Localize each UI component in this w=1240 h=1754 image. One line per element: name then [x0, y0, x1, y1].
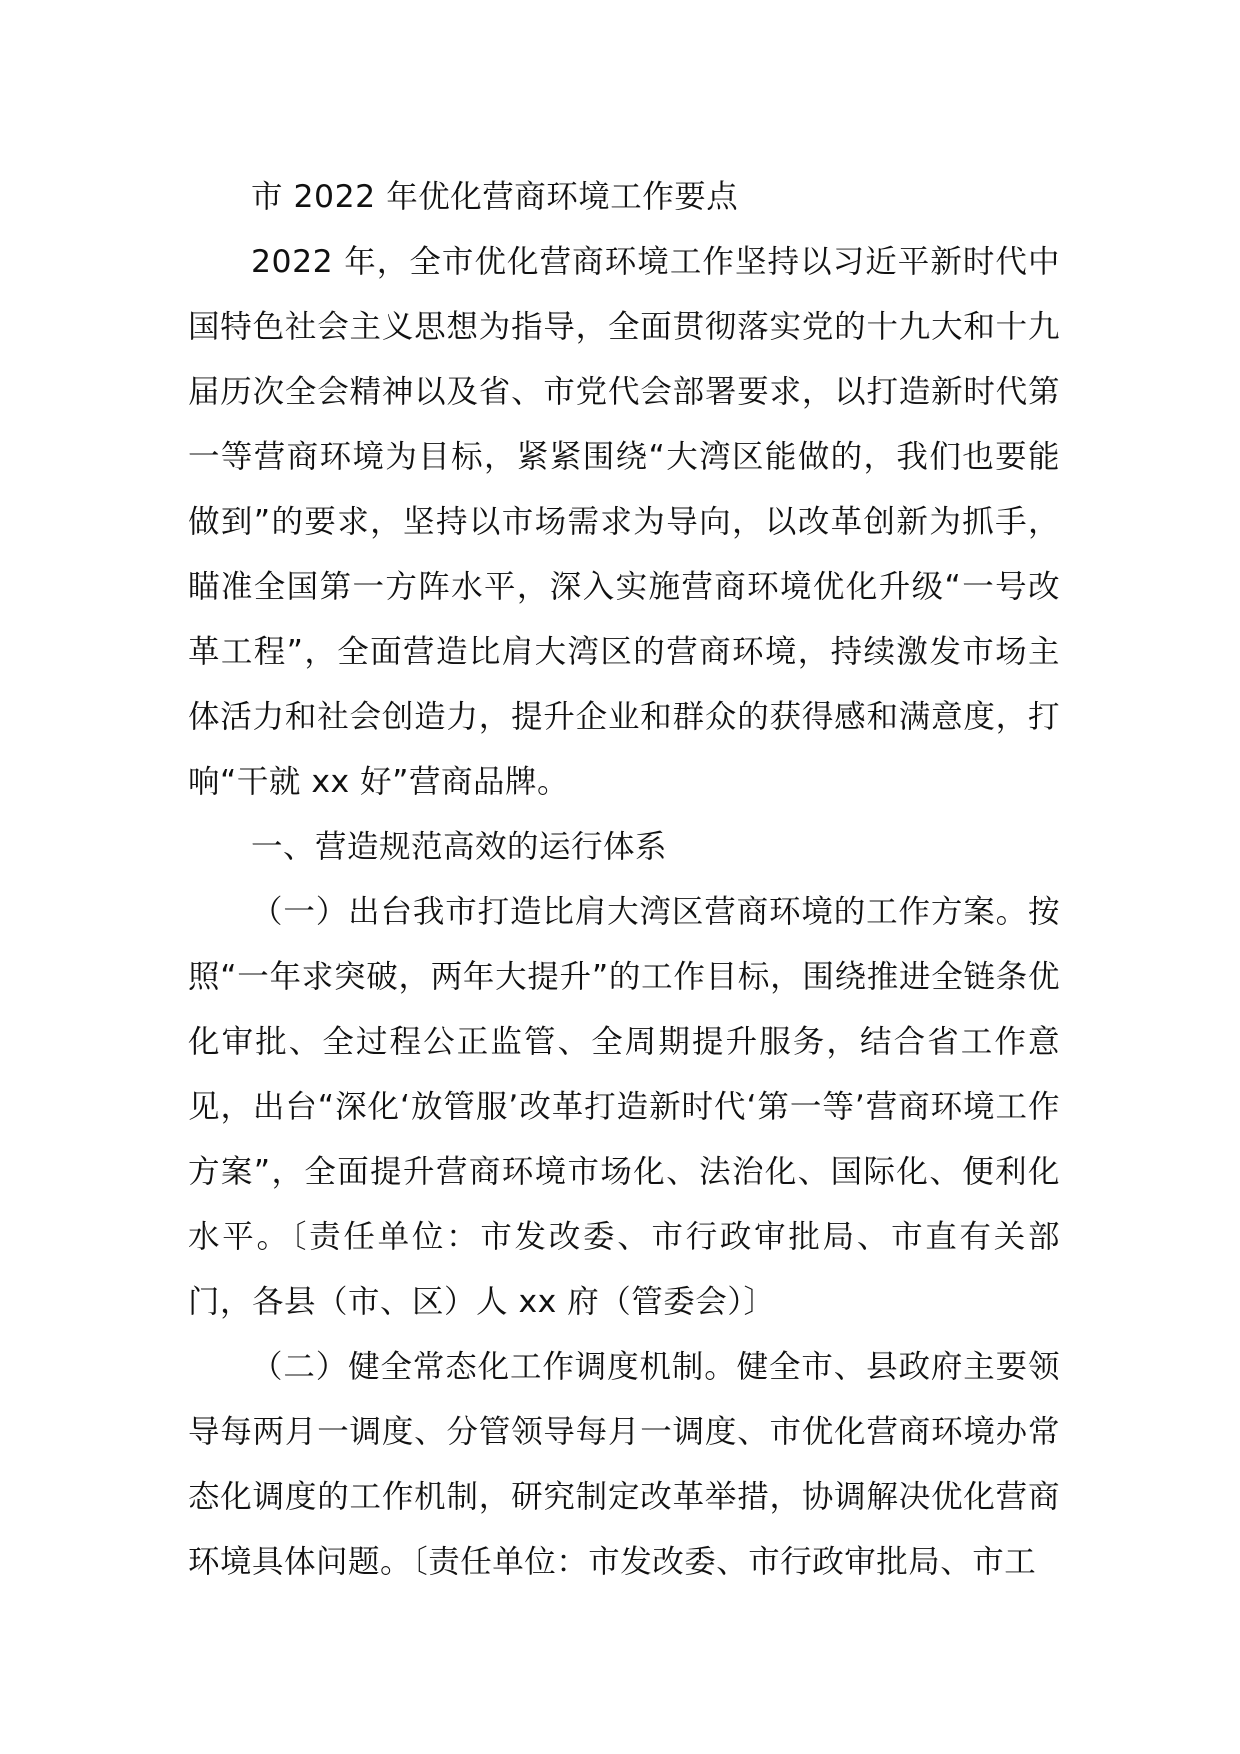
item-paragraph-2: （二）健全常态化工作调度机制。健全市、县政府主要领导每两月一调度、分管领导每月一调度、市优化营商环境办常态化调度的工作机制，研究制定改革举措，协调解决优化营商环境具体问题。〔责任单位：市发改委、市行政审批局、市工 — [188, 1349, 1060, 1580]
document-title: 市 2022 年优化营商环境工作要点 — [251, 179, 739, 215]
item-paragraph-1: （一）出台我市打造比肩大湾区营商环境的工作方案。按照“一年求突破，两年大提升”的工作目标，围绕推进全链条优化审批、全过程公正监管、全周期提升服务，结合省工作意见，出台“深化‘放管服’改革打造新时代‘第一等’营商环境工作方案”，全面提升营商环境市场化、法治化、国际化、便利化水平。〔责任单位：市发改委、市行政审批局、市直有关部门，各县（市、区）人 xx 府（管委会）〕 — [188, 894, 1060, 1320]
section-heading: 一、营造规范高效的运行体系 — [251, 829, 668, 865]
document-body — [188, 165, 1060, 1595]
intro-paragraph: 2022 年，全市优化营商环境工作坚持以习近平新时代中国特色社会主义思想为指导，全面贯彻落实党的十九大和十九届历次全会精神以及省、市党代会部署要求，以打造新时代第一等营商环境为目标，紧紧围绕“大湾区能做的，我们也要能做到”的要求，坚持以市场需求为导向，以改革创新为抓手，瞄准全国第一方阵水平，深入实施营商环境优化升级“一号改革工程”，全面营造比肩大湾区的营商环境，持续激发市场主体活力和社会创造力，提升企业和群众的获得感和满意度，打响“干就 xx 好”营商品牌。 — [188, 244, 1060, 800]
